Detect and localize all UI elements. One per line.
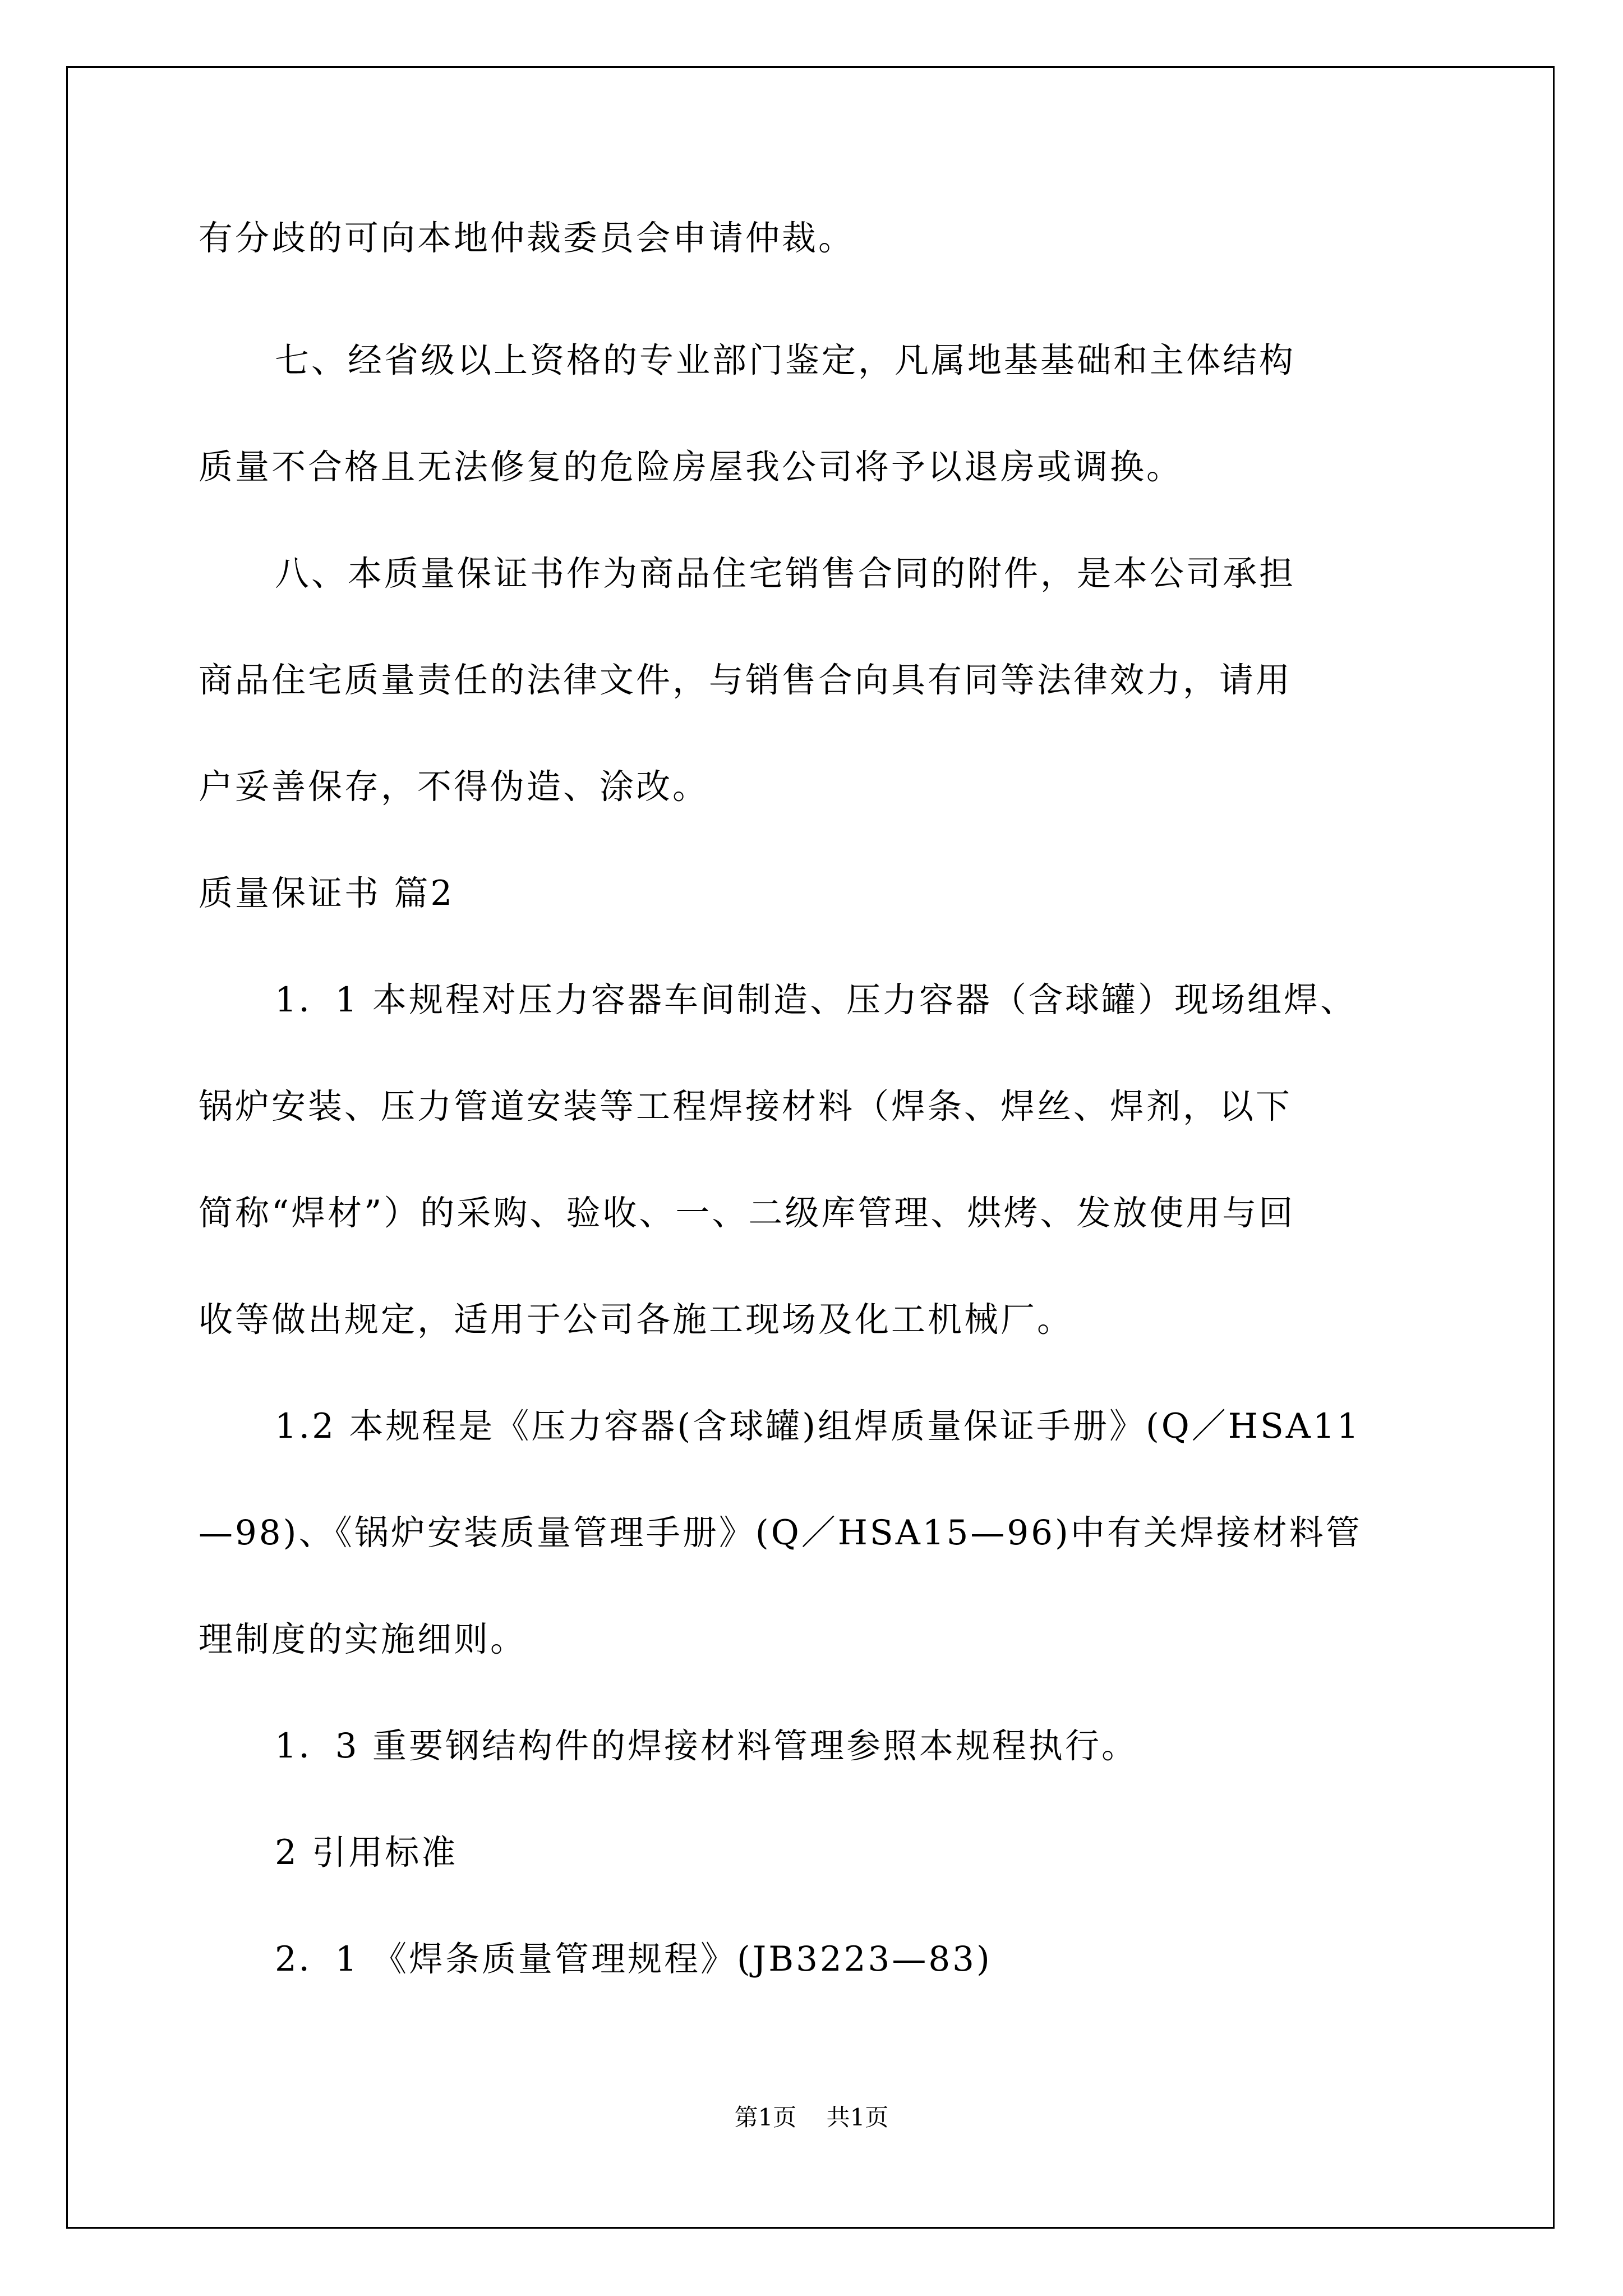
page-footer: 第1页 共1页 [734, 2104, 889, 2131]
paragraph-line: 2．1 《焊条质量管理规程》(JB3223—83) [275, 1939, 992, 1979]
paragraph-line: 八、本质量保证书作为商品住宅销售合同的附件，是本公司承担 [275, 554, 1296, 593]
paragraph-line: 质量不合格且无法修复的危险房屋我公司将予以退房或调换。 [199, 447, 1183, 487]
paragraph-line: 有分歧的可向本地仲裁委员会申请仲裁。 [199, 218, 855, 258]
paragraph-line: 商品住宅质量责任的法律文件，与销售合向具有同等法律效力，请用 [199, 660, 1293, 700]
paragraph-line: 锅炉安装、压力管道安装等工程焊接材料（焊条、焊丝、焊剂，以下 [199, 1087, 1293, 1126]
paragraph-line: 理制度的实施细则。 [199, 1619, 527, 1659]
paragraph-line: 户妥善保存，不得伪造、涂改。 [199, 767, 709, 807]
paragraph-line: 1．1 本规程对压力容器车间制造、压力容器（含球罐）现场组焊、 [275, 980, 1357, 1020]
paragraph-line: 收等做出规定，适用于公司各施工现场及化工机械厂。 [199, 1300, 1074, 1340]
paragraph-line: 1.2 本规程是《压力容器(含球罐)组焊质量保证手册》(Q／HSA11 [275, 1406, 1361, 1446]
paragraph-line: 1．3 重要钢结构件的焊接材料管理参照本规程执行。 [275, 1726, 1138, 1766]
paragraph-line: —98)、《锅炉安装质量管理手册》(Q／HSA15—96)中有关焊接材料管 [199, 1513, 1362, 1553]
paragraph-line: 七、经省级以上资格的专业部门鉴定，凡属地基基础和主体结构 [275, 341, 1296, 380]
page-border [66, 66, 1555, 2229]
paragraph-line: 简称“焊材”）的采购、验收、一、二级库管理、烘烤、发放使用与回 [199, 1193, 1295, 1233]
section-heading: 质量保证书 篇2 [199, 873, 455, 913]
paragraph-line: 2 引用标准 [275, 1833, 458, 1872]
